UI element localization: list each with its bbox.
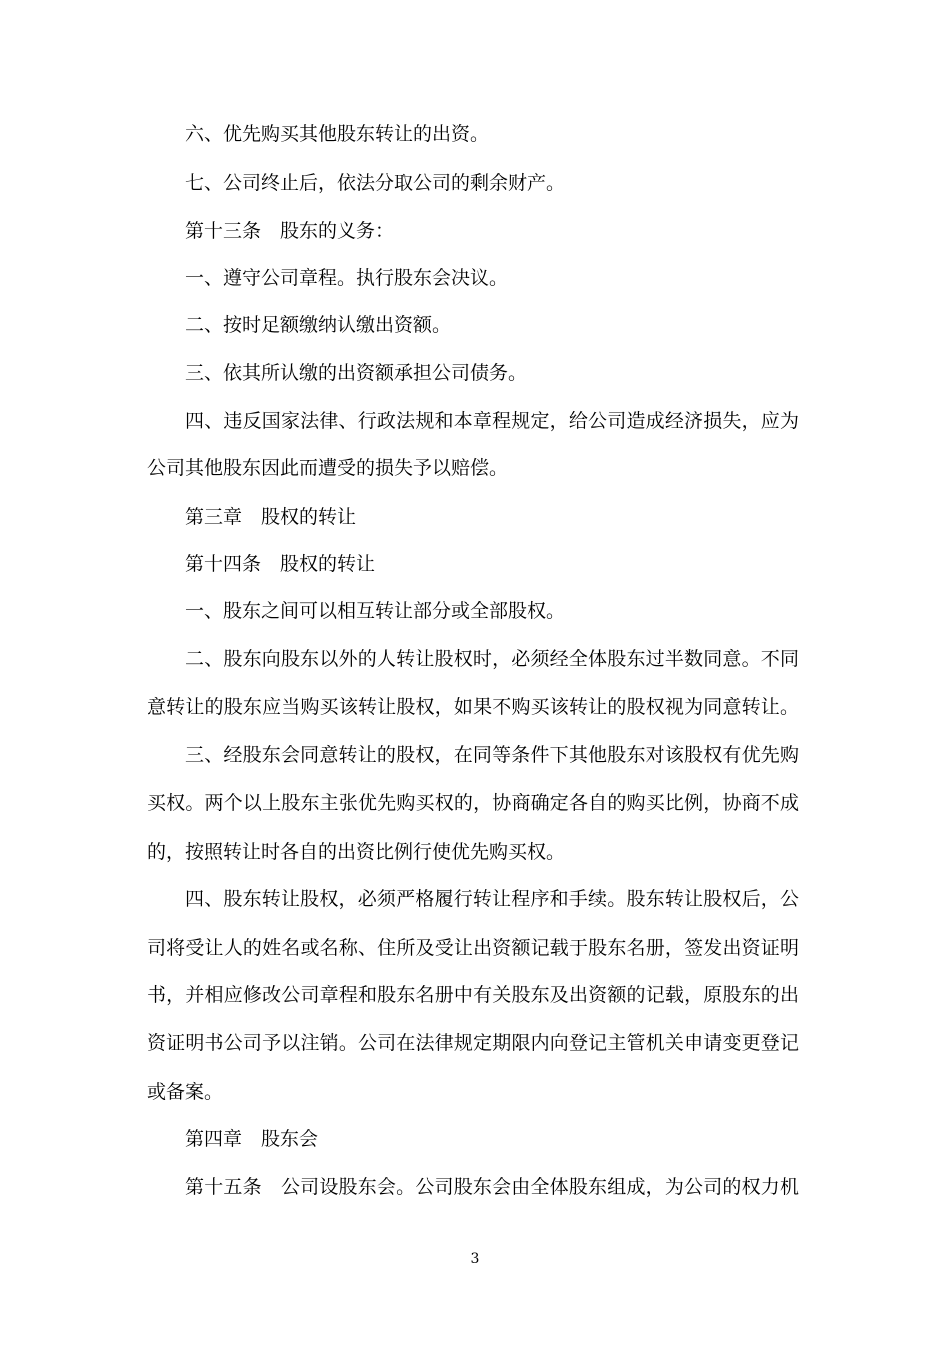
text-line: 公司其他股东因此而遭受的损失予以赔偿。 xyxy=(147,457,509,479)
text-line: 一、遵守公司章程。执行股东会决议。 xyxy=(185,267,509,289)
text-line: 书，并相应修改公司章程和股东名册中有关股东及出资额的记载，原股东的出 xyxy=(147,984,799,1006)
article-heading: 第十五条 公司设股东会。公司股东会由全体股东组成，为公司的权力机 xyxy=(185,1176,799,1198)
text-line: 四、违反国家法律、行政法规和本章程规定，给公司造成经济损失，应为 xyxy=(185,410,799,432)
text-line: 意转让的股东应当购买该转让股权，如果不购买该转让的股权视为同意转让。 xyxy=(147,696,799,718)
text-line: 七、公司终止后，依法分取公司的剩余财产。 xyxy=(185,172,566,194)
text-line: 二、股东向股东以外的人转让股权时，必须经全体股东过半数同意。不同 xyxy=(185,648,799,670)
text-line: 四、股东转让股权，必须严格履行转让程序和手续。股东转让股权后，公 xyxy=(185,888,799,910)
text-line: 或备案。 xyxy=(147,1081,224,1103)
text-line: 司将受让人的姓名或名称、住所及受让出资额记载于股东名册，签发出资证明 xyxy=(147,937,799,959)
text-line: 资证明书公司予以注销。公司在法律规定期限内向登记主管机关申请变更登记 xyxy=(147,1032,799,1054)
text-line: 六、优先购买其他股东转让的出资。 xyxy=(185,123,490,145)
text-line: 三、经股东会同意转让的股权，在同等条件下其他股东对该股权有优先购 xyxy=(185,744,799,766)
text-line: 买权。两个以上股东主张优先购买权的，协商确定各自的购买比例，协商不成 xyxy=(147,792,799,814)
page-number: 3 xyxy=(470,1251,480,1267)
article-heading: 第十三条 股东的义务： xyxy=(185,220,395,242)
text-line: 二、按时足额缴纳认缴出资额。 xyxy=(185,314,452,336)
text-line: 的，按照转让时各自的出资比例行使优先购买权。 xyxy=(147,841,566,863)
chapter-heading: 第四章 股东会 xyxy=(185,1128,319,1150)
chapter-heading: 第三章 股权的转让 xyxy=(185,506,357,528)
text-line: 三、依其所认缴的出资额承担公司债务。 xyxy=(185,362,528,384)
article-heading: 第十四条 股权的转让 xyxy=(185,553,376,575)
text-line: 一、股东之间可以相互转让部分或全部股权。 xyxy=(185,600,566,622)
